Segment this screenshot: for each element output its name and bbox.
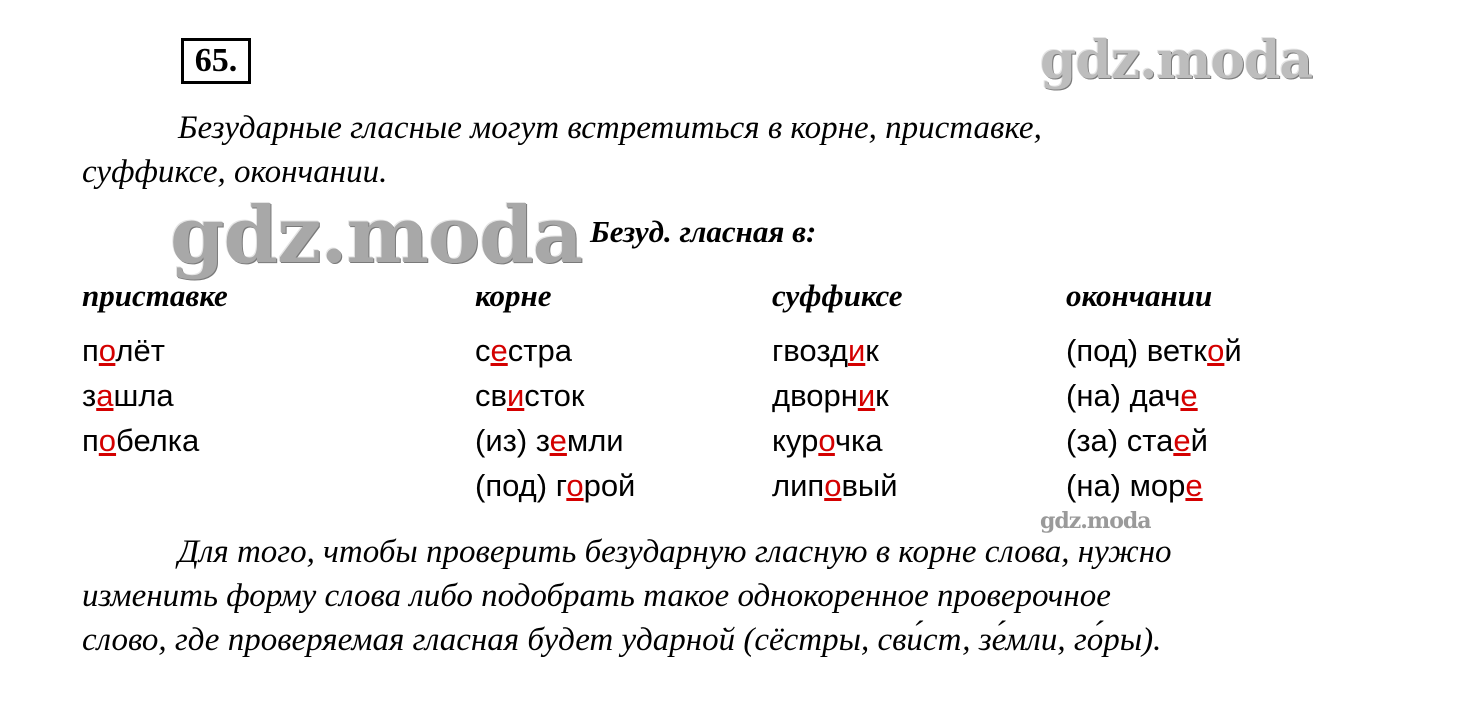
intro-line: суффиксе, окончании. xyxy=(82,154,388,190)
word-part: (на) дач xyxy=(1066,378,1181,413)
unstressed-vowel: е xyxy=(1173,423,1191,458)
word-item xyxy=(1066,328,1386,373)
word-item xyxy=(772,373,1092,418)
table-heading: Безуд. гласная в: xyxy=(590,214,817,249)
unstressed-vowel: е xyxy=(1185,468,1203,503)
word-item xyxy=(82,328,402,373)
word-part: рой xyxy=(583,468,636,503)
word-part: (из) з xyxy=(475,423,550,458)
intro-line: Безударные гласные могут встретиться в корне, приставке, xyxy=(178,110,1042,146)
unstressed-vowel: о xyxy=(1207,333,1225,368)
word-part: лип xyxy=(772,468,825,503)
word-list xyxy=(772,328,1092,508)
column-header: суффиксе xyxy=(772,278,903,313)
unstressed-vowel: о xyxy=(818,423,835,458)
word-part: й xyxy=(1224,333,1242,368)
column-root xyxy=(475,276,795,508)
word-part: гвозд xyxy=(772,333,848,368)
word-part: св xyxy=(475,378,507,413)
watermark-logo: gdz.moda xyxy=(1040,30,1313,91)
word-part: дворн xyxy=(772,378,858,413)
unstressed-vowel: о xyxy=(824,468,842,503)
word-part: п xyxy=(82,423,99,458)
unstressed-vowel: и xyxy=(847,333,866,368)
exercise-number: 65. xyxy=(181,38,251,84)
rule-line: слово, где проверяемая гласная будет ударной (сёстры, сви́ст, зе́мли, го́ры). xyxy=(82,622,1162,658)
word-item xyxy=(475,463,795,508)
word-list xyxy=(1066,328,1386,508)
column-ending xyxy=(1066,276,1386,508)
unstressed-vowel: е xyxy=(490,333,508,368)
watermark-logo: gdz.moda xyxy=(1040,508,1151,534)
word-list xyxy=(475,328,795,508)
word-list xyxy=(82,328,402,463)
unstressed-vowel: е xyxy=(549,423,567,458)
word-part: к xyxy=(865,333,879,368)
word-item xyxy=(1066,463,1386,508)
word-part: с xyxy=(475,333,491,368)
unstressed-vowel: а xyxy=(96,378,114,413)
word-part: кур xyxy=(772,423,819,458)
word-item xyxy=(1066,418,1386,463)
word-item xyxy=(772,418,1092,463)
word-item xyxy=(82,418,402,463)
column-suffix xyxy=(772,276,1092,508)
unstressed-vowel: о xyxy=(98,333,116,368)
word-part: сток xyxy=(524,378,585,413)
word-part: п xyxy=(82,333,99,368)
word-part: вый xyxy=(841,468,898,503)
word-part: к xyxy=(875,378,889,413)
unstressed-vowel: и xyxy=(857,378,876,413)
word-part: й xyxy=(1190,423,1208,458)
unstressed-vowel: о xyxy=(98,423,117,458)
unstressed-vowel: е xyxy=(1180,378,1198,413)
intro-paragraph xyxy=(82,106,1042,194)
unstressed-vowel: о xyxy=(566,468,584,503)
watermark-logo: gdz.moda xyxy=(170,190,583,281)
word-part: стра xyxy=(507,333,572,368)
column-prefix xyxy=(82,276,402,463)
word-part: мли xyxy=(566,423,624,458)
unstressed-vowel: и xyxy=(506,378,525,413)
word-item xyxy=(772,328,1092,373)
word-part: з xyxy=(82,378,97,413)
word-item xyxy=(475,418,795,463)
word-item xyxy=(82,373,402,418)
word-part: (на) мор xyxy=(1066,468,1186,503)
word-part: шла xyxy=(113,378,174,413)
column-header: корне xyxy=(475,278,552,313)
word-item xyxy=(475,373,795,418)
word-part: белка xyxy=(116,423,200,458)
word-item xyxy=(772,463,1092,508)
word-item xyxy=(1066,373,1386,418)
rule-line: изменить форму слова либо подобрать такое однокоренное проверочное xyxy=(82,578,1111,614)
column-header: окончании xyxy=(1066,278,1213,313)
rule-paragraph xyxy=(82,530,1172,662)
word-part: (за) ста xyxy=(1066,423,1174,458)
rule-line: Для того, чтобы проверить безударную гласную в корне слова, нужно xyxy=(178,534,1172,570)
word-item xyxy=(475,328,795,373)
word-part: лёт xyxy=(115,333,165,368)
column-header: приставке xyxy=(82,278,228,313)
word-part: (под) ветк xyxy=(1066,333,1208,368)
word-part: (под) г xyxy=(475,468,567,503)
word-part: чка xyxy=(834,423,883,458)
